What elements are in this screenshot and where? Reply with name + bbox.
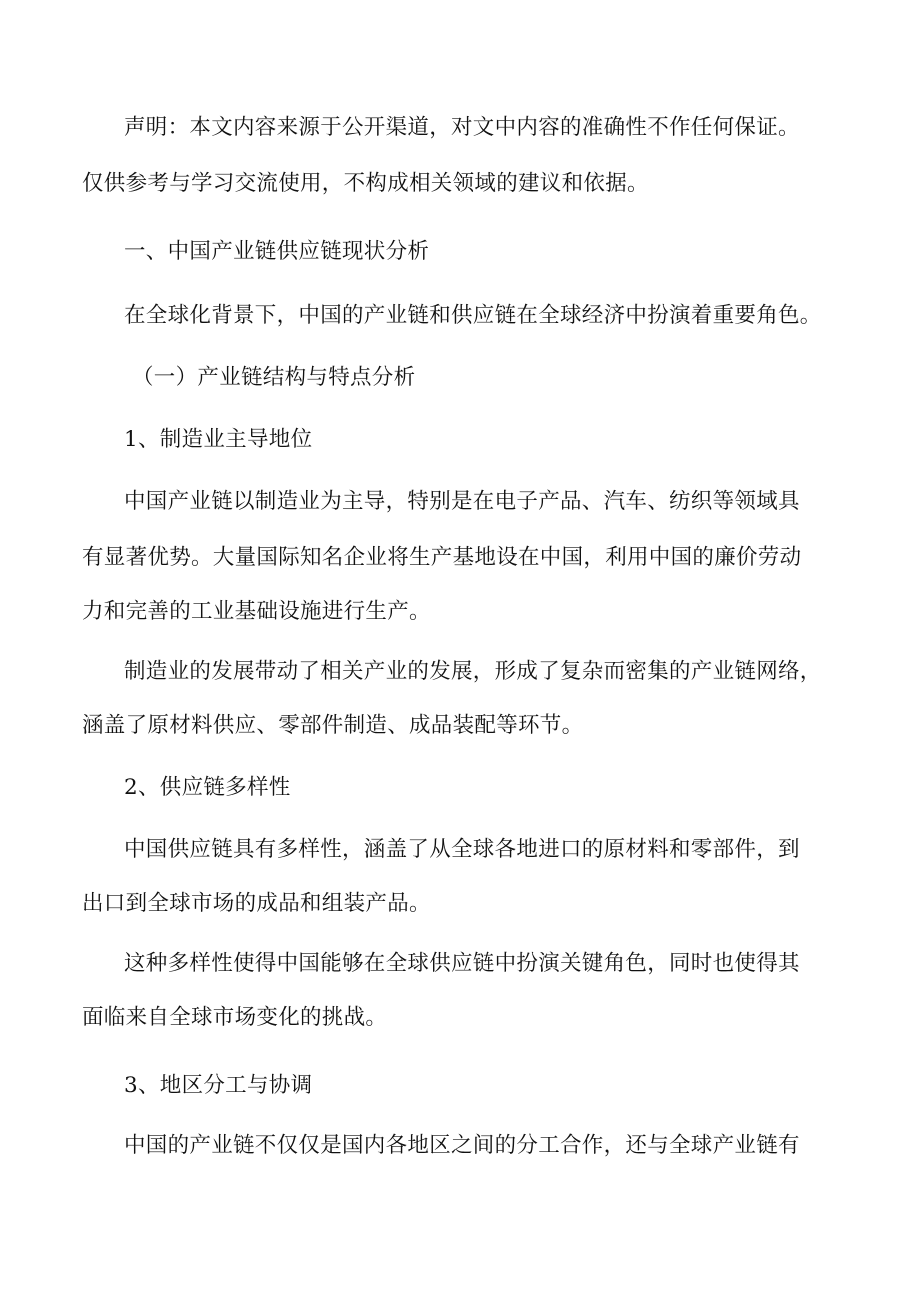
item-1-paragraph-1-line-3: 力和完善的工业基础设施进行生产。 xyxy=(82,599,431,624)
item-2-paragraph-1-line-2: 出口到全球市场的成品和组装产品。 xyxy=(82,891,431,916)
disclaimer-line-2: 仅供参考与学习交流使用，不构成相关领域的建议和依据。 xyxy=(82,171,649,196)
item-1-paragraph-2-line-1: 制造业的发展带动了相关产业的发展，形成了复杂而密集的产业链网络， xyxy=(124,659,822,684)
item-2-paragraph-2-line-2: 面临来自全球市场变化的挑战。 xyxy=(82,1005,388,1030)
item-1-paragraph-1-line-2: 有显著优势。大量国际知名企业将生产基地设在中国，利用中国的廉价劳动 xyxy=(82,545,802,570)
intro-paragraph: 在全球化背景下，中国的产业链和供应链在全球经济中扮演着重要角色。 xyxy=(124,303,822,328)
item-1-paragraph-2-line-2: 涵盖了原材料供应、零部件制造、成品装配等环节。 xyxy=(82,713,584,738)
item-1-paragraph-1-line-1: 中国产业链以制造业为主导，特别是在电子产品、汽车、纺织等领域具 xyxy=(124,489,800,514)
item-2-paragraph-1-line-1: 中国供应链具有多样性，涵盖了从全球各地进口的原材料和零部件，到 xyxy=(124,837,800,862)
item-2-title: 2、供应链多样性 xyxy=(124,775,291,800)
item-2-paragraph-2-line-1: 这种多样性使得中国能够在全球供应链中扮演关键角色，同时也使得其 xyxy=(124,951,800,976)
subsection-title: （一）产业链结构与特点分析 xyxy=(132,365,416,390)
disclaimer-line-1: 声明：本文内容来源于公开渠道，对文中内容的准确性不作任何保证。 xyxy=(124,115,800,140)
item-1-title: 1、制造业主导地位 xyxy=(124,427,313,452)
item-3-title: 3、地区分工与协调 xyxy=(124,1073,313,1098)
section-title: 一、中国产业链供应链现状分析 xyxy=(124,239,430,264)
item-3-paragraph-1-line-1: 中国的产业链不仅仅是国内各地区之间的分工合作，还与全球产业链有 xyxy=(124,1133,800,1158)
